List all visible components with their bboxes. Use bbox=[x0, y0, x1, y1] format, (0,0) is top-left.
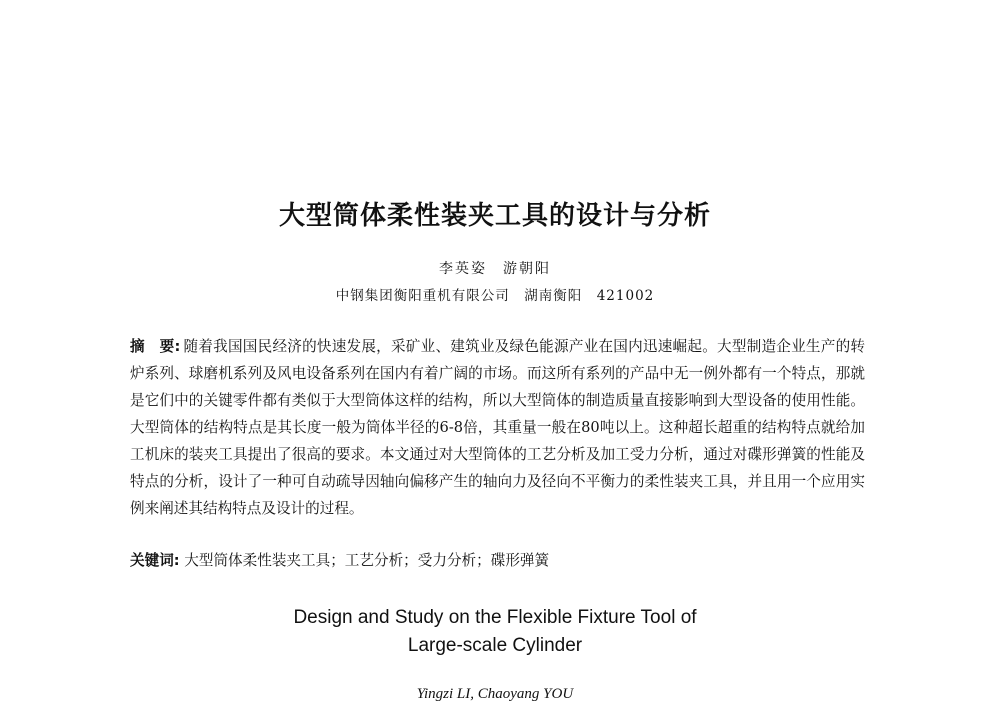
paper-title: 大型筒体柔性装夹工具的设计与分析 bbox=[278, 201, 711, 231]
english-author-names: Yingzi LI, Chaoyang YOU bbox=[416, 686, 574, 702]
english-title-line-1: Design and Study on the Flexible Fixture Tool of bbox=[293, 607, 697, 628]
abstract-label: 摘 要: bbox=[130, 338, 181, 355]
english-title-line-2: Large-scale Cylinder bbox=[407, 635, 583, 656]
keywords-text: 大型筒体柔性装夹工具；工艺分析；受力分析；碟形弹簧 bbox=[184, 552, 550, 569]
english-title bbox=[0, 604, 990, 660]
author-affiliation: 中钢集团衡阳重机有限公司 湖南衡阳 421002 bbox=[335, 288, 655, 304]
abstract-text: 随着我国国民经济的快速发展，采矿业、建筑业及绿色能源产业在国内迅速崛起。大型制造企业生产的转炉系列、球磨机系列及风电设备系列在国内有着广阔的市场。而这所有系列的产品中无一例外都有一个特点，那就是它们中的关键零件都有类似于大型筒体这样的结构，所以大型筒体的制造质量直接影响到大型设备的使用性能。大型筒体的结构特点是其长度一般为筒体半径的6-8倍，其重量一般在80吨以上。这种超长超重的结构特点就给加工机床的装夹工具提出了很高的要求。本文通过对大型筒体的工艺分析及加工受力分析，通过对碟形弹簧的性能及特点的分析，设计了一种可自动疏导因轴向偏移产生的轴向力及径向不平衡力的柔性装夹工具，并且用一个应用实例来阐述其结构特点及设计的过程。 bbox=[130, 338, 865, 517]
keywords bbox=[130, 549, 865, 573]
keywords-label: 关键词: bbox=[130, 552, 180, 569]
author-names: 李英姿 游朝阳 bbox=[439, 261, 551, 277]
abstract bbox=[130, 333, 865, 522]
